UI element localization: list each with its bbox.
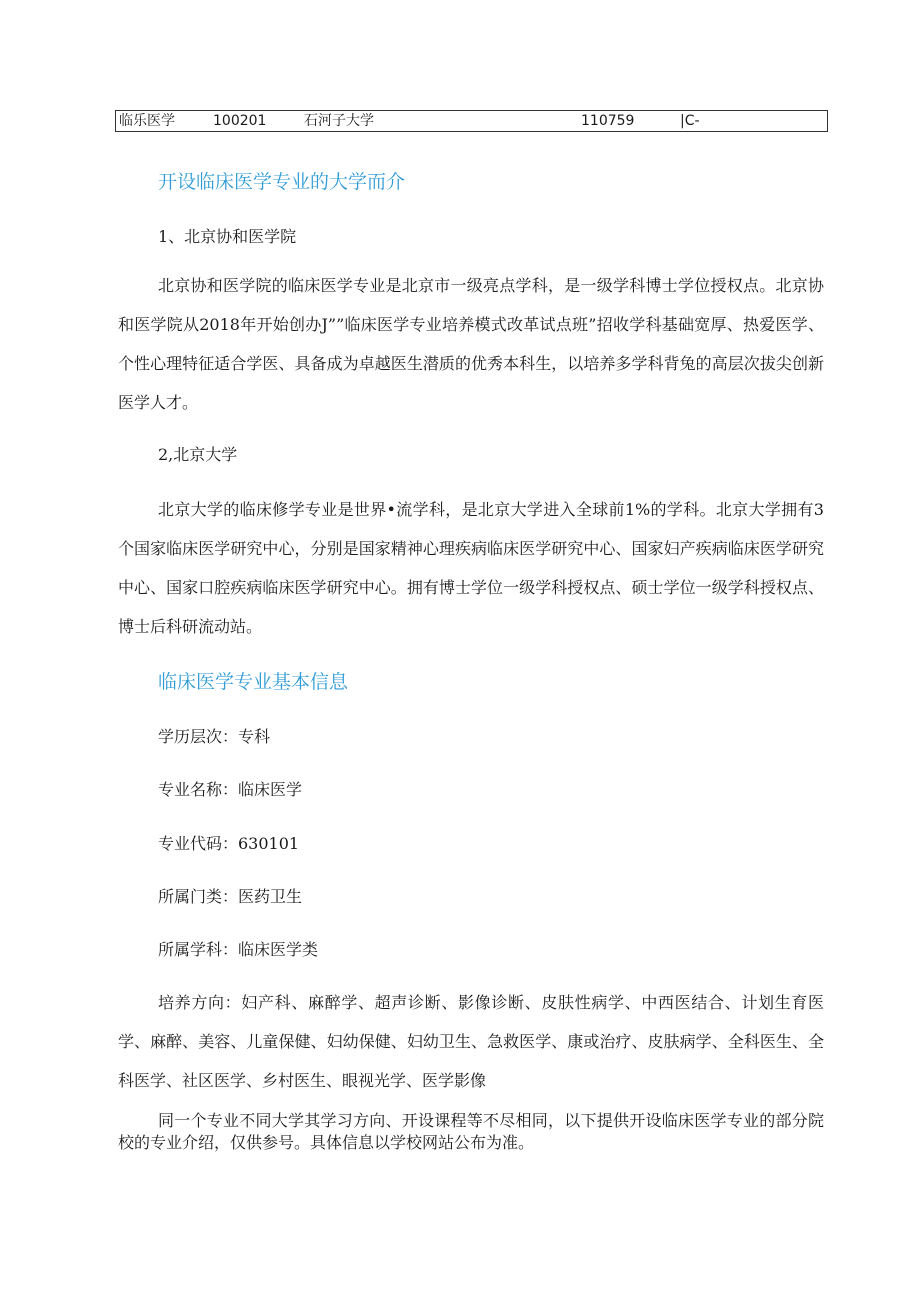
info-education-level: 学历层次：专科 (158, 727, 271, 746)
university-description-pumc: 北京协和医学院的临床医学专业是北京市一级亮点学科，是一级学科博士学位授权点。北京协和医学院从2018年开始创办J””临床医学专业培养模式改革试点班”招收学科基础宽厚、热爱医学、个性心理特征适合学医、具备成为卓越医生潜质的优秀本科生，以培养多学科背兔的高层次拔尖创新医学人才。 (118, 276, 824, 412)
info-category: 所属门类：医药卫生 (158, 887, 303, 906)
info-major-code: 专业代码：630101 (158, 834, 300, 853)
info-discipline: 所属学科：临床医学类 (158, 940, 319, 959)
table-cell-major: 临乐医学 (119, 113, 175, 129)
info-training-directions: 培养方向：妇产科、麻醉学、超声诊断、影像诊断、皮肤性病学、中西医结合、计划生育医学、麻醉、美容、儿童保健、妇幼保健、妇幼卫生、急救医学、康或治疗、皮肤病学、全科医生、全科医学、社区医学、乡村医生、眼视光学、医学影像 (118, 993, 824, 1090)
university-title-pumc: 1、北京协和医学院 (158, 227, 297, 246)
info-note: 同一个专业不同大学其学习方向、开设课程等不尽相同，以下提供开设临床医学专业的部分院校的专业介绍，仅供参号。具体信息以学校网站公布为准。 (118, 1111, 824, 1152)
table-cell-university: 石河子大学 (304, 113, 374, 129)
university-title-pku: 2,北京大学 (158, 445, 238, 464)
section-heading-basic-info: 临床医学专业基本信息 (158, 671, 349, 693)
table-cell-major-code: 100201 (213, 113, 267, 129)
table-row (115, 110, 828, 132)
section-heading-universities: 开设临床医学专业的大学而介 (158, 171, 406, 193)
table-cell-grade: |C- (680, 113, 700, 129)
info-major-name: 专业名称：临床医学 (158, 780, 303, 799)
table-cell-university-code: 110759 (581, 113, 635, 129)
university-description-pku: 北京大学的临床修学专业是世界•流学科，是北京大学进入全球前1%的学科。北京大学拥有3个国家临床医学研究中心，分别是国家精神心理疾病临床医学研究中心、国家妇产疾病临床医学研究中心、国家口腔疾病临床医学研究中心。拥有博士学位一级学科授权点、硕士学位一级学科授权点、博士后科研流动站。 (118, 500, 824, 636)
